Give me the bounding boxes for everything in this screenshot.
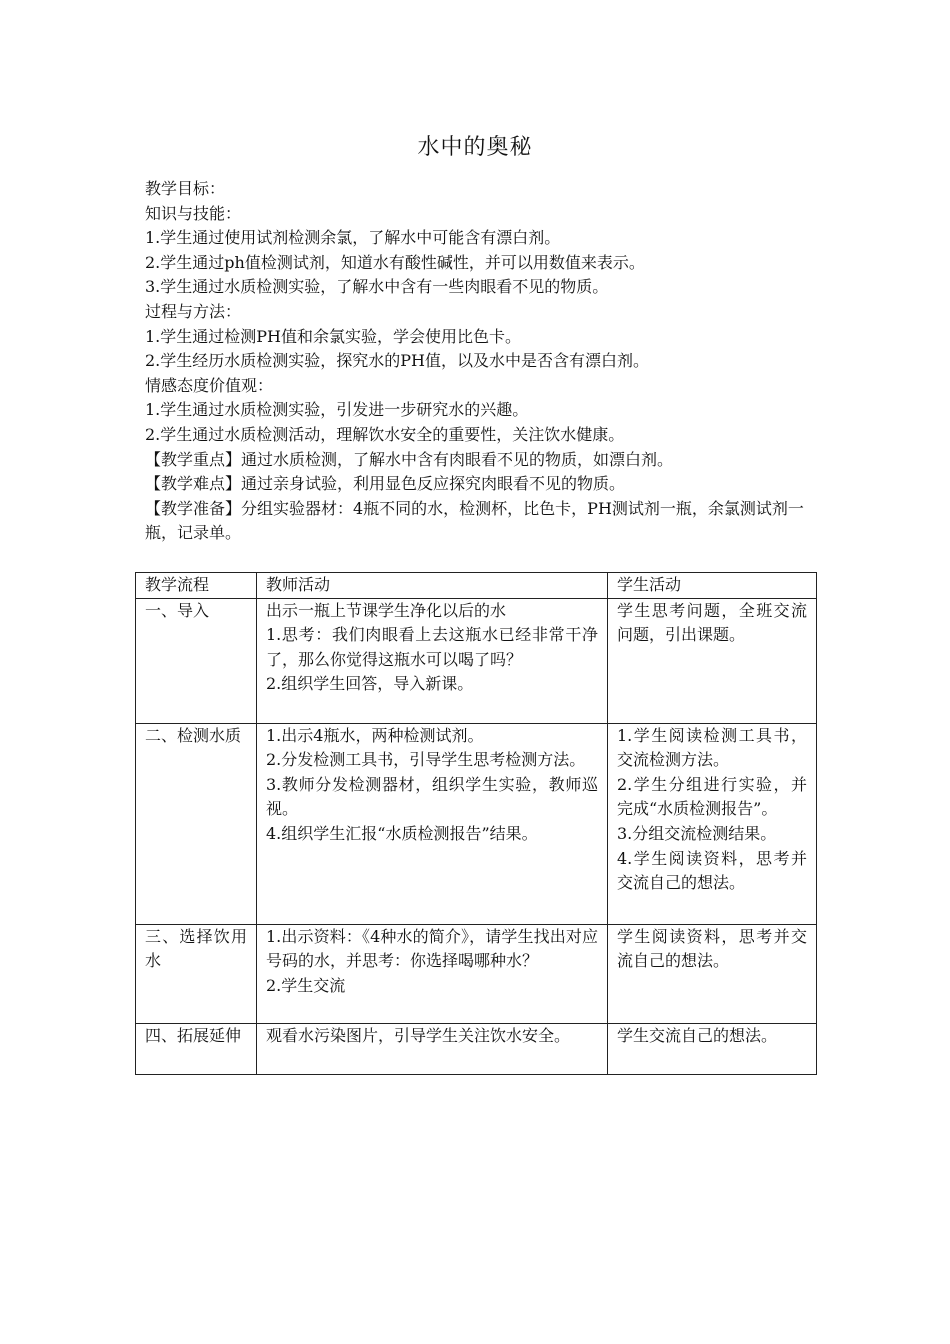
student-cell <box>608 598 817 723</box>
teacher-cell <box>257 924 608 1023</box>
table-header-row <box>136 573 817 599</box>
student-cell <box>608 924 817 1023</box>
student-line: 学生阅读资料，思考并交流自己的想法。 <box>617 926 807 971</box>
teacher-line: 1.出示资料：《4种水的简介》，请学生找出对应号码的水，并思考：你选择喝哪种水？ <box>266 926 598 971</box>
stage-cell: 四、拓展延伸 <box>136 1023 257 1074</box>
process-item: 1.学生通过检测PH值和余氯实验，学会使用比色卡。 <box>145 326 521 346</box>
knowledge-item: 3.学生通过水质检测实验，了解水中含有一些肉眼看不见的物质。 <box>145 277 609 297</box>
knowledge-item: 2.学生通过ph值检测试剂，知道水有酸性碱性，并可以用数值来表示。 <box>145 252 645 272</box>
teacher-cell <box>257 1023 608 1074</box>
stage-cell: 一、导入 <box>136 598 257 723</box>
teacher-line: 2.分发检测工具书，引导学生思考检测方法。 <box>266 750 586 770</box>
knowledge-item: 1.学生通过使用试剂检测余氯，了解水中可能含有漂白剂。 <box>145 228 561 248</box>
attitude-heading: 情感态度价值观： <box>145 375 274 395</box>
attitude-item: 2.学生通过水质检测活动，理解饮水安全的重要性，关注饮水健康。 <box>145 424 625 444</box>
lesson-flow-table <box>135 572 817 1075</box>
table-row <box>136 598 817 723</box>
objectives-heading: 教学目标： <box>145 179 226 198</box>
header-teacher: 教师活动 <box>257 573 608 599</box>
student-line: 1.学生阅读检测工具书，交流检测方法。 <box>617 725 807 770</box>
teacher-cell <box>257 598 608 723</box>
teacher-line: 4.组织学生汇报“水质检测报告”结果。 <box>266 823 538 843</box>
student-line: 4.学生阅读资料，思考并交流自己的想法。 <box>617 848 807 893</box>
student-line: 3.分组交流检测结果。 <box>617 823 777 843</box>
teacher-line: 出示一瓶上节课学生净化以后的水 <box>266 600 507 620</box>
student-line: 学生交流自己的想法。 <box>617 1025 778 1045</box>
process-heading: 过程与方法： <box>145 301 242 321</box>
key-point: 【教学重点】通过水质检测，了解水中含有肉眼看不见的物质，如漂白剂。 <box>145 449 674 469</box>
stage-cell: 二、检测水质 <box>136 723 257 924</box>
page-title: 水中的奥秘 <box>417 135 533 160</box>
student-cell <box>608 1023 817 1074</box>
teaching-objectives <box>145 177 815 546</box>
knowledge-heading: 知识与技能： <box>145 203 242 223</box>
student-cell <box>608 723 817 924</box>
stage-cell: 三、选择饮用水 <box>136 924 257 1023</box>
student-line: 2.学生分组进行实验，并完成“水质检测报告”。 <box>617 774 807 819</box>
preparation: 【教学准备】分组实验器材：4瓶不同的水，检测杯，比色卡，PH测试剂一瓶，余氯测试剂一瓶，记录单。 <box>145 498 804 543</box>
process-item: 2.学生经历水质检测实验，探究水的PH值，以及水中是否含有漂白剂。 <box>145 351 649 371</box>
teacher-line: 3.教师分发检测器材，组织学生实验，教师巡视。 <box>266 774 598 819</box>
teacher-line: 1.思考：我们肉眼看上去这瓶水已经非常干净了，那么你觉得这瓶水可以喝了吗？ <box>266 625 598 669</box>
teacher-line: 2.组织学生回答，导入新课。 <box>266 674 474 694</box>
teacher-line: 观看水污染图片，引导学生关注饮水安全。 <box>266 1025 571 1045</box>
teacher-line: 1.出示4瓶水，两种检测试剂。 <box>266 725 484 745</box>
teacher-line: 2.学生交流 <box>266 975 346 995</box>
student-line: 学生思考问题，全班交流问题，引出课题。 <box>617 600 807 645</box>
table-row <box>136 1023 817 1074</box>
header-student: 学生活动 <box>608 573 817 599</box>
table-row <box>136 924 817 1023</box>
attitude-item: 1.学生通过水质检测实验，引发进一步研究水的兴趣。 <box>145 400 529 420</box>
teacher-cell <box>257 723 608 924</box>
difficulty: 【教学难点】通过亲身试验，利用显色反应探究肉眼看不见的物质。 <box>145 474 626 494</box>
table-row <box>136 723 817 924</box>
header-stage: 教学流程 <box>136 573 257 599</box>
